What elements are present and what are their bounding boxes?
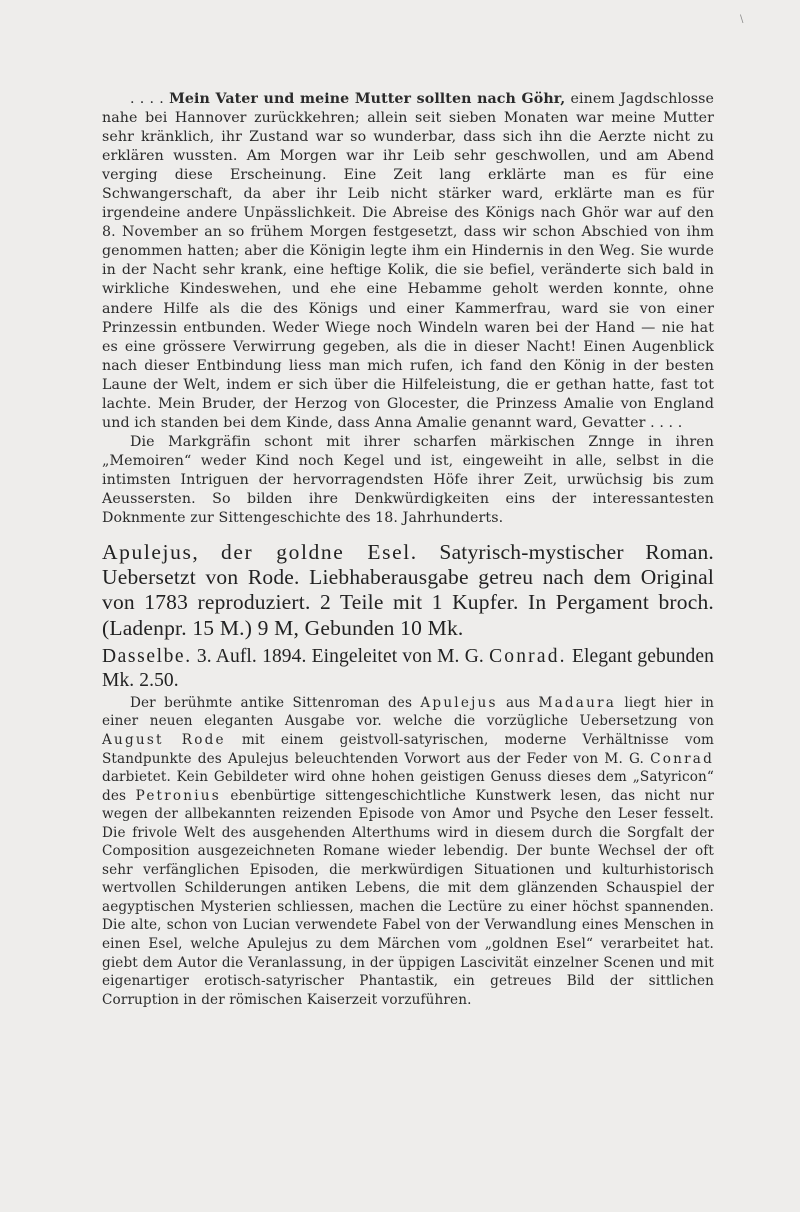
review-paragraph: [102, 694, 714, 1009]
review-text: Der berühmte antike Sittenroman des: [130, 694, 413, 711]
review-editor: Conrad: [650, 750, 714, 767]
excerpt-body: einem Jagdschlosse nahe bei Hannover zurückkehren; allein seit sieben Monaten war meine Mutter sehr kränklich, ihr Zustand war so wunderbar, dass sich ihn die Aerzte nicht zu erklären wussten. Am Morgen war ihr Leib sehr geschwollen, und am Abend verging diese Erscheinung. Eine Zeit lang erklärte man es für eine Schwangerschaft, da aber ihr Leib nicht stärker ward, erklärte man es für irgendeine andere Unpässlichkeit. Die Abreise des Königs nach Ghör war auf den 8. November an so frühem Morgen festgesetzt, dass wir schon Abschied von ihm genommen hatten; aber die Königin legte ihm ein Hindernis in den Weg. Sie wurde in der Nacht sehr krank, eine heftige Kolik, die sie befiel, veränderte sich bald in wirkliche Kindeswehen, und ehe eine Hebamme geholt werden konnte, ohne andere Hilfe als die des Königs und einer Kammerfrau, ward sie von einer Prinzessin entbunden. Weder Wiege noch Windeln waren bei der Hand — nie hat es eine grössere Verwirrung gegeben, als die in dieser Nacht! Einen Augenblick nach dieser Entbindung liess man mich rufen, ich fand den König in der besten Laune der Welt, indem er sich über die Hilfeleistung, die er gethan hatte, fast tot lachte. Mein Bruder, der Herzog von Glocester, die Prinzess Amalie von England und ich standen bei dem Kinde, dass Anna Amalie genannt ward, Gevatter . . . .: [102, 91, 714, 431]
entry-title: Dasselbe.: [102, 645, 192, 667]
review-translator: August Rode: [102, 731, 226, 748]
review-text: liegt hier in einer neuen eleganten Ausgabe vor. welche die vorzügliche Uebersetzung von: [102, 694, 715, 730]
corner-mark: \: [740, 14, 744, 25]
review-petronius: Petronius: [135, 787, 221, 804]
catalog-entry-dasselbe: [102, 645, 714, 694]
entry-price: Elegant gebunden Mk. 2.50.: [102, 645, 715, 692]
review-place: Madaura: [538, 694, 617, 711]
entry-subtitle: der goldne Esel.: [221, 540, 418, 565]
review-author: Apulejus: [420, 694, 498, 711]
memoir-commentary-paragraph: Die Markgräfin schont mit ihrer scharfen märkischen Znnge in ihren „Memoiren“ weder Kind noch Kegel und ist, eingeweiht in alle, selbst in die intimsten Intriguen der hervorragendsten Höfe ihrer Zeit, urwüchsig bis zum Aeussersten. So bilden ihre Denkwürdigkeiten eins der interessantesten Doknmente zur Sittengeschichte des 18. Jahrhunderts.: [102, 433, 714, 527]
catalog-entry-apulejus: [102, 540, 714, 641]
lead-dots: . . . .: [130, 91, 164, 107]
review-text: mit einem geistvoll-satyrischen, moderne Verhältnisse vom Standpunkte des Apulejus beleuchtenden Vorwort aus der Feder von M. G.: [102, 731, 715, 767]
lead-bold-text: Mein Vater und meine Mutter sollten nach Göhr,: [169, 91, 566, 107]
review-text: ebenbürtige sittengeschichtliche Kunstwerk lesen, das nicht nur wegen der allbekannten reizenden Episode von Amor und Psyche den Leser fesselt. Die frivole Welt des ausgehenden Alterthums wird in diesem durch die Sorgfalt der Composition ausgezeichneten Romane wieder lebendig. Der bunte Wechsel der oft sehr verfänglichen Episoden, die merkwürdigen Situationen und kulturhistorisch wertvollen Schilderungen antiken Lebens, die mit dem glänzenden Schauspiel der aegyptischen Mysterien schliessen, machen die Lectüre zu einer höchst spannenden. Die alte, schon von Lucian verwendete Fabel von der Verwandlung eines Menschen in einen Esel, welche Apulejus zu dem Märchen vom „goldnen Esel“ verarbeitet hat. giebt dem Autor die Veranlassung, in der üppigen Lascivität einzelner Scenen und mit eigenartiger erotisch-satyrischer Phantastik, ein getreues Bild der sittlichen Corruption in der römischen Kaiserzeit vorzuführen.: [102, 787, 715, 1008]
review-text: aus: [505, 694, 531, 711]
entry-editor: Conrad.: [489, 645, 567, 667]
entry-edition: 3. Aufl. 1894. Eingeleitet von M. G.: [196, 645, 484, 667]
entry-title: Apulejus,: [102, 540, 200, 565]
review-text: darbietet. Kein Gebildeter wird ohne hohen geistigen Genuss dieses dem „Satyricon“ des: [102, 769, 714, 804]
text-column: [102, 90, 714, 1009]
memoir-excerpt-paragraph: [102, 90, 714, 433]
entry-description: Satyrisch-mystischer Roman. Uebersetzt von Rode. Liebhaberausgabe getreu nach dem Original von 1783 reproduziert. 2 Teile mit 1 Kupfer. In Pergament broch. (Ladenpr. 15 M.) 9 M, Gebunden 10 Mk.: [102, 540, 715, 640]
